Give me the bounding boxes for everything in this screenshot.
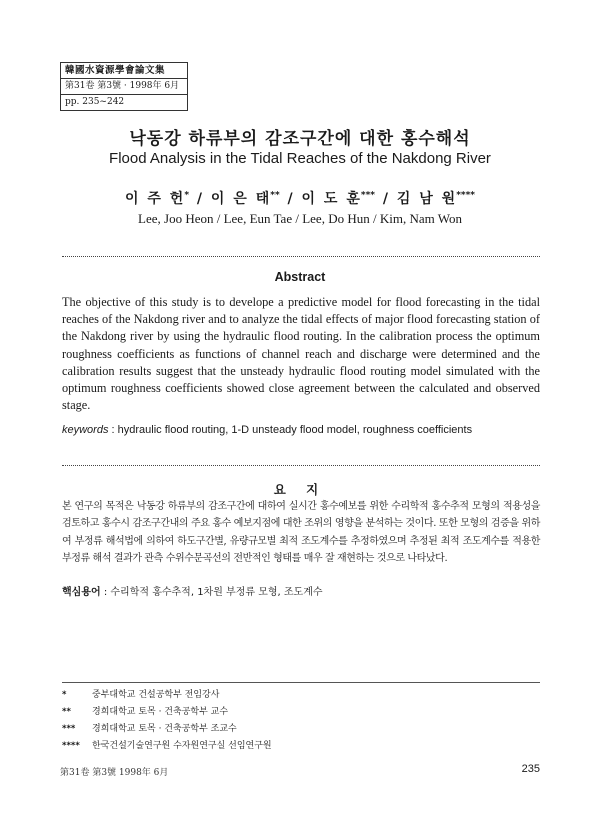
keywords: keywords : hydraulic flood routing, 1-D unsteady flood model, roughness coefficients [62, 424, 473, 436]
author-mark: *** [360, 190, 375, 201]
yoji-body: 본 연구의 목적은 낙동강 하류부의 감조구간에 대하여 실시간 홍수예보를 위한 수리학적 홍수추적 모형의 적용성을 검토하고 홍수시 감조구간내의 주요 홍수 예보지점에 대한 조위의 영향을 분석하는 것이다. 또한 모형의 검증을 위하여 부정류 해석법에 의하여 하도구간별, 유량규모별 최적 조도계수를 추정하였으며 추정된 최적 조도계수를 적용한 부정류 해석 결과가 관측 수위수문곡선의 전반적인 형태를 매우 잘 재현하는 것으로 나타났다. [62, 501, 540, 564]
author-mark: **** [456, 190, 476, 201]
footnote-mark: *** [62, 724, 76, 734]
footnotes [62, 687, 272, 755]
keywords-text: hydraulic flood routing, 1-D unsteady flood model, roughness coefficients [117, 424, 473, 436]
footer-issue: 第31卷 第3號 1998年 6月 [60, 768, 169, 778]
korean-keywords-label: 핵심용어 [62, 587, 101, 598]
korean-keywords-text: 수리학적 홍수추적, 1차원 부정류 모형, 조도계수 [110, 587, 323, 598]
footnote-text: 중부대학교 건설공학부 전임강사 [92, 690, 220, 700]
footnote-mark: * [62, 690, 67, 700]
footnote-text: 경희대학교 토목 · 건축공학부 교수 [92, 707, 229, 717]
author-name: 이 도 훈 [301, 191, 361, 207]
journal-name: 韓國水資源學會論文集 [65, 65, 166, 76]
footnote-rule [62, 682, 540, 683]
yoji-heading: 요 지 [273, 482, 327, 497]
authors-korean: 이 주 헌* / 이 은 태** / 이 도 훈*** / 김 남 원**** [124, 190, 476, 207]
korean-keywords: 핵심용어 : 수리학적 홍수추적, 1차원 부정류 모형, 조도계수 [62, 587, 323, 598]
journal-info-box [60, 62, 188, 111]
divider [62, 256, 540, 257]
keywords-label: keywords [62, 424, 109, 436]
footnote-mark: ** [62, 707, 71, 717]
footnote-item [62, 687, 272, 704]
footnote-text: 한국건설기술연구원 수자원연구실 선임연구원 [92, 741, 272, 751]
footnote-mark: **** [62, 741, 80, 751]
footnote-item [62, 721, 272, 738]
divider [62, 465, 540, 466]
author-mark: ** [270, 190, 280, 201]
author-name: 이 주 헌 [124, 191, 185, 207]
authors-english: Lee, Joo Heon / Lee, Eun Tae / Lee, Do Hun / Kim, Nam Won [138, 211, 462, 226]
page-number: 235 [521, 763, 540, 775]
abstract-heading: Abstract [274, 270, 326, 284]
author-name: 이 은 태 [210, 191, 271, 207]
journal-issue: 第31卷 第3號 · 1998年 6月 [61, 78, 187, 94]
author-name: 김 남 원 [396, 191, 457, 207]
journal-pages: pp. 235~242 [61, 94, 187, 110]
footnote-item [62, 738, 272, 755]
footnote-item [62, 704, 272, 721]
title-korean: 낙동강 하류부의 감조구간에 대한 홍수해석 [129, 129, 471, 149]
author-mark: * [184, 190, 190, 201]
title-english: Flood Analysis in the Tidal Reaches of the Nakdong River [109, 150, 491, 167]
footnote-text: 경희대학교 토목 · 건축공학부 조교수 [92, 724, 237, 734]
abstract-body: The objective of this study is to develope a predictive model for flood forecasting in the tidal reaches of the Nakdong river and to analyze the tidal effects of major flood forecasting station of the Nakdong river by using the hydraulic flood routing. In the calibration process the optimum roughness coefficients as functions of channel reach and discharge were determined and the calibration results suggest that the unsteady hydraulic flood routing model simulated with the optimum roughness coefficients showed close agreement between the calculated and observed stage. [62, 295, 540, 413]
